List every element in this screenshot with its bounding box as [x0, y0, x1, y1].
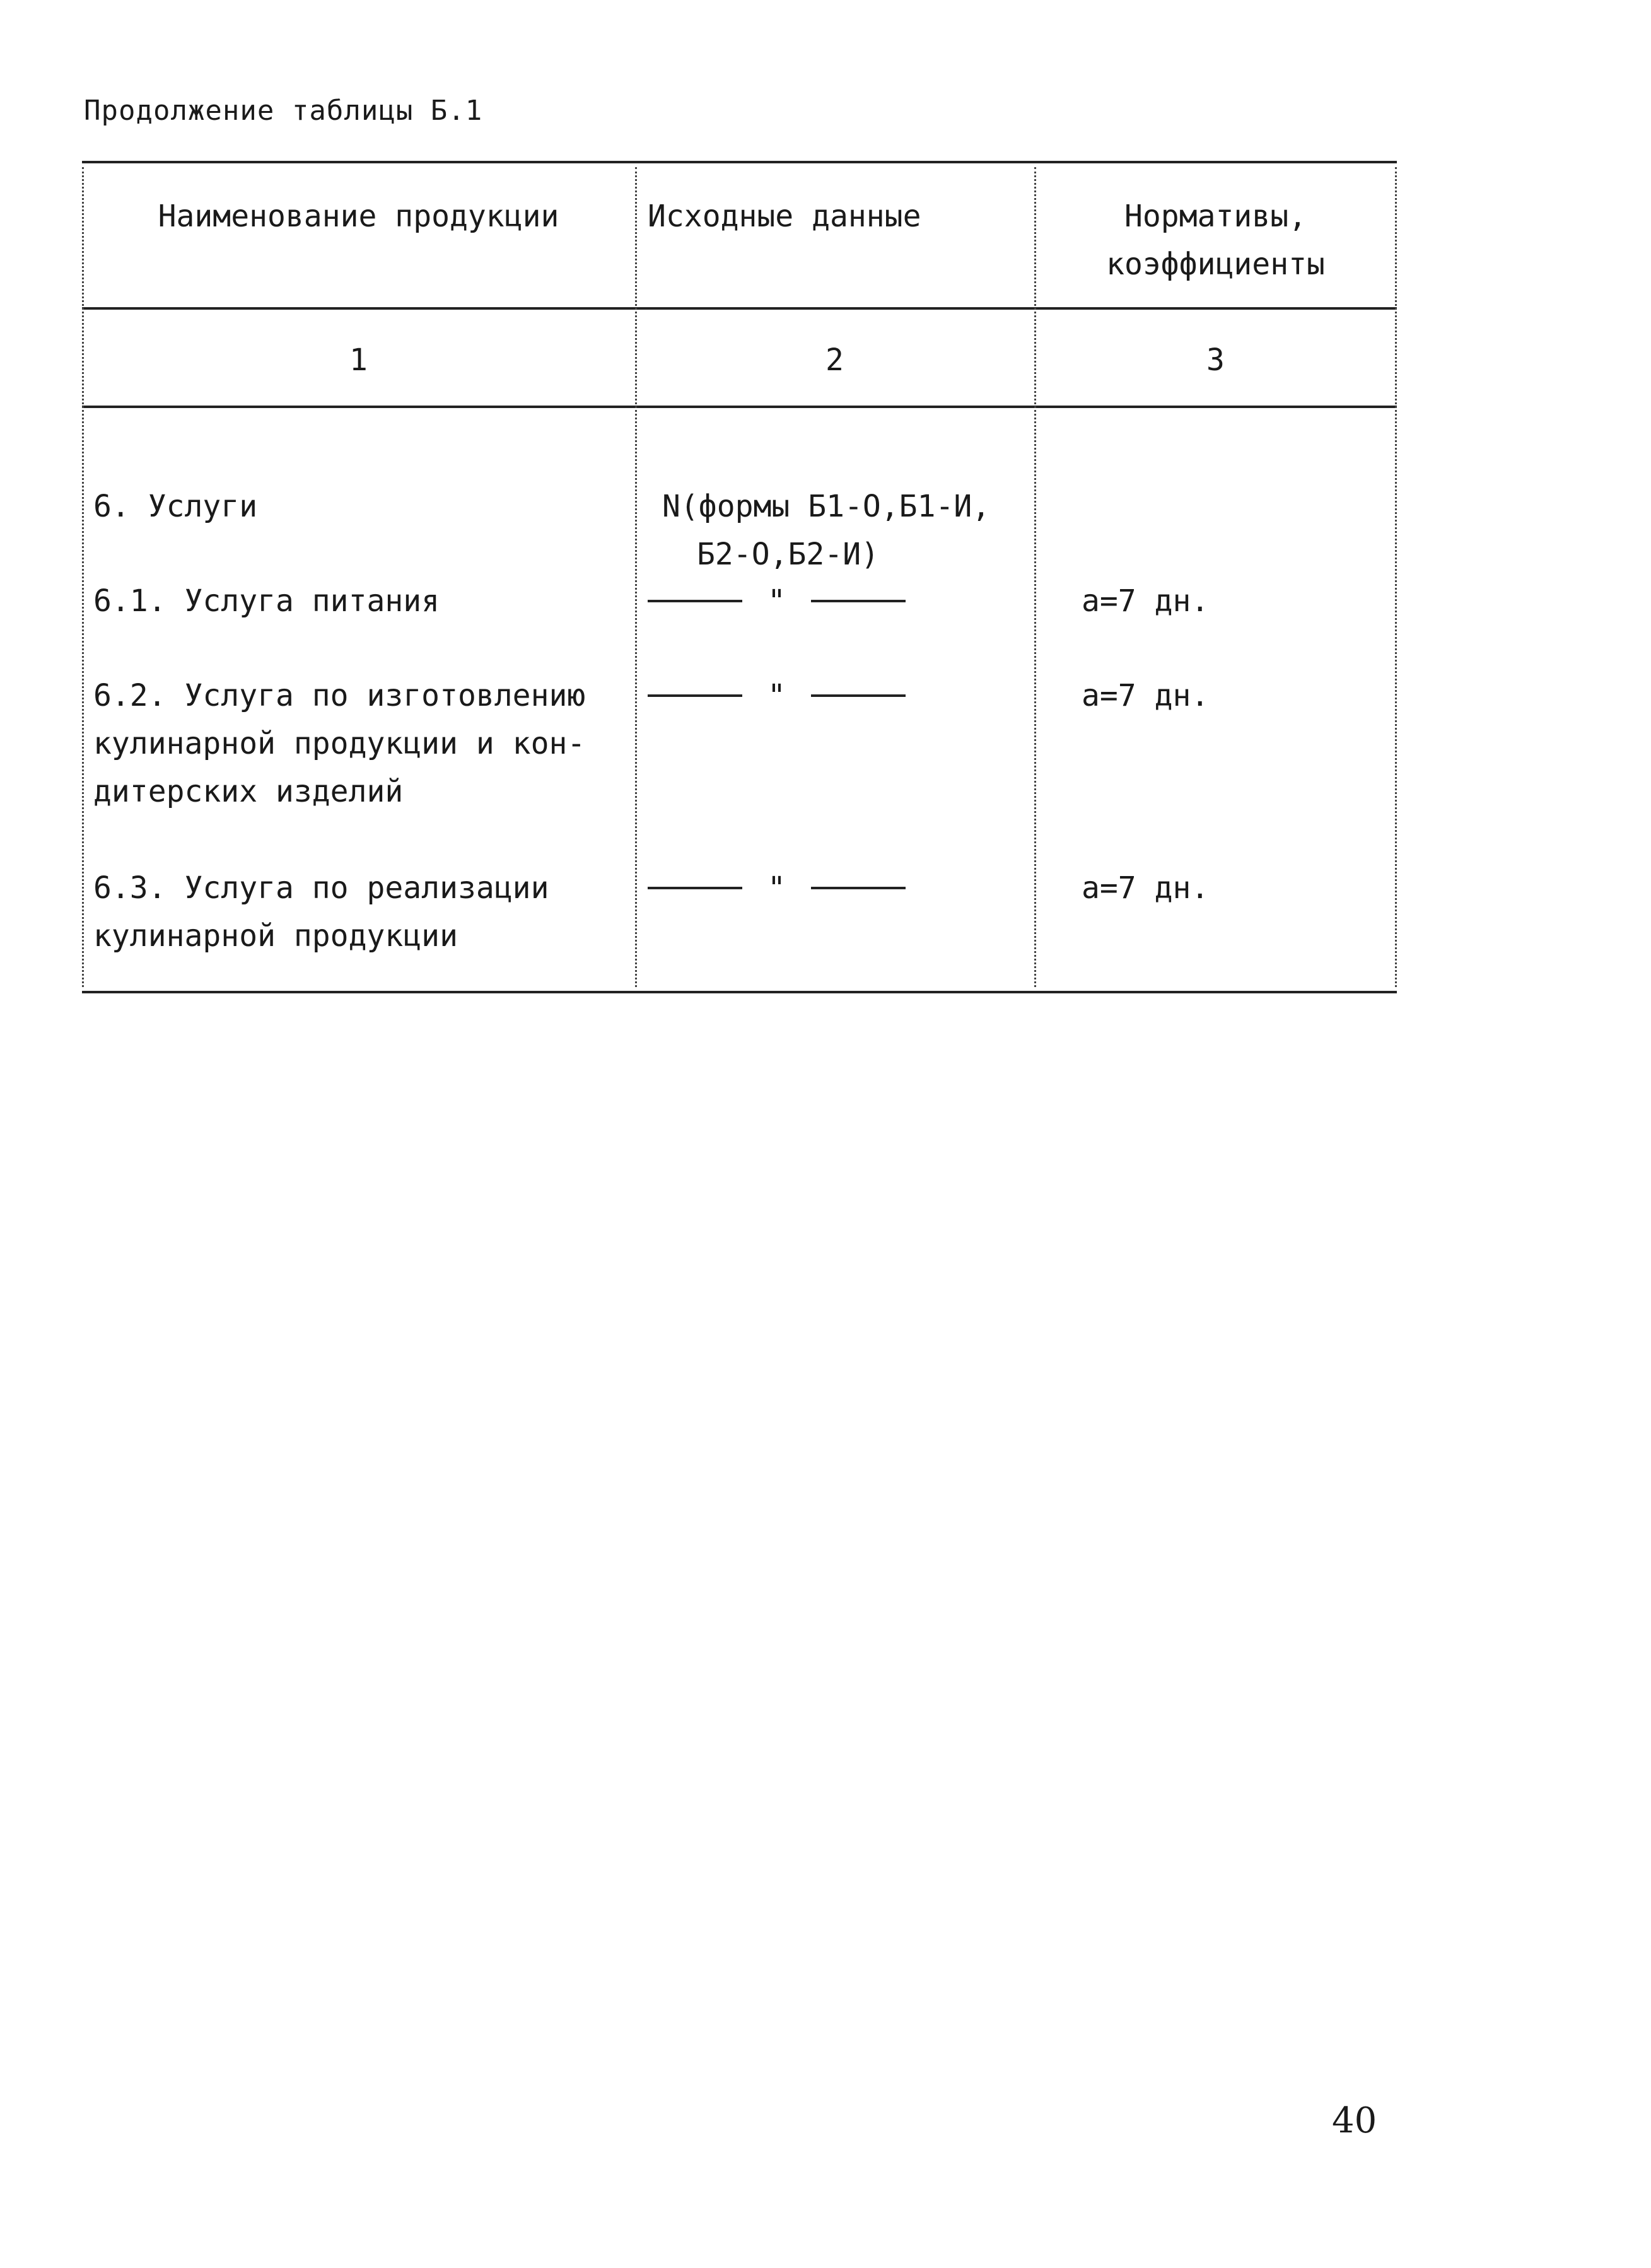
ditto-dash-left: [648, 600, 742, 602]
column-divider-left: [82, 167, 84, 987]
column-number-2: 2: [826, 342, 844, 378]
header-source-data: Исходные данные: [648, 199, 921, 234]
row-6-3-name-line1: 6.3. Услуга по реализации: [93, 870, 549, 906]
table-top-rule: [82, 161, 1397, 163]
header-product-name: Наименование продукции: [158, 199, 559, 234]
header-bottom-rule: [82, 307, 1397, 310]
row-6-3-norm: a=7 дн.: [1082, 870, 1210, 906]
ditto-dash-right: [811, 887, 906, 889]
column-number-3: 3: [1206, 342, 1225, 378]
column-divider-right: [1395, 167, 1397, 987]
row-6-1-norm: a=7 дн.: [1082, 583, 1210, 619]
ditto-dash-right: [811, 694, 906, 697]
table-bottom-rule: [82, 991, 1397, 993]
ditto-mark: ": [767, 870, 786, 906]
row-6-1-ditto: [648, 577, 906, 625]
page-number: 40: [1332, 2100, 1377, 2141]
table-caption: Продолжение таблицы Б.1: [84, 95, 483, 127]
row-6-name: 6. Услуги: [93, 489, 258, 524]
ditto-mark: ": [767, 583, 786, 619]
row-6-2-name-line3: дитерских изделий: [93, 774, 404, 809]
row-6-3-name-line2: кулинарной продукции: [93, 918, 458, 954]
row-6-2-ditto: [648, 672, 906, 720]
row-6-3-ditto: [648, 864, 906, 912]
row-6-2-name-line1: 6.2. Услуга по изготовлению: [93, 678, 586, 713]
column-number-1: 1: [349, 342, 368, 378]
column-divider-2: [1034, 167, 1036, 987]
ditto-dash-right: [811, 600, 906, 602]
ditto-dash-left: [648, 887, 742, 889]
ditto-dash-left: [648, 694, 742, 697]
column-numbers-bottom-rule: [82, 406, 1397, 408]
row-6-2-norm: a=7 дн.: [1082, 678, 1210, 713]
data-table: [82, 161, 1397, 993]
row-6-source-line2: Б2-О,Б2-И): [697, 537, 879, 572]
row-6-1-name: 6.1. Услуга питания: [93, 583, 440, 619]
header-norms-line2: коэффициенты: [1106, 247, 1325, 282]
header-norms-line1: Нормативы,: [1124, 199, 1307, 234]
column-divider-1: [635, 167, 637, 987]
row-6-2-name-line2: кулинарной продукции и кон-: [93, 726, 586, 761]
row-6-source-line1: N(формы Б1-О,Б1-И,: [662, 489, 991, 524]
ditto-mark: ": [767, 678, 786, 713]
